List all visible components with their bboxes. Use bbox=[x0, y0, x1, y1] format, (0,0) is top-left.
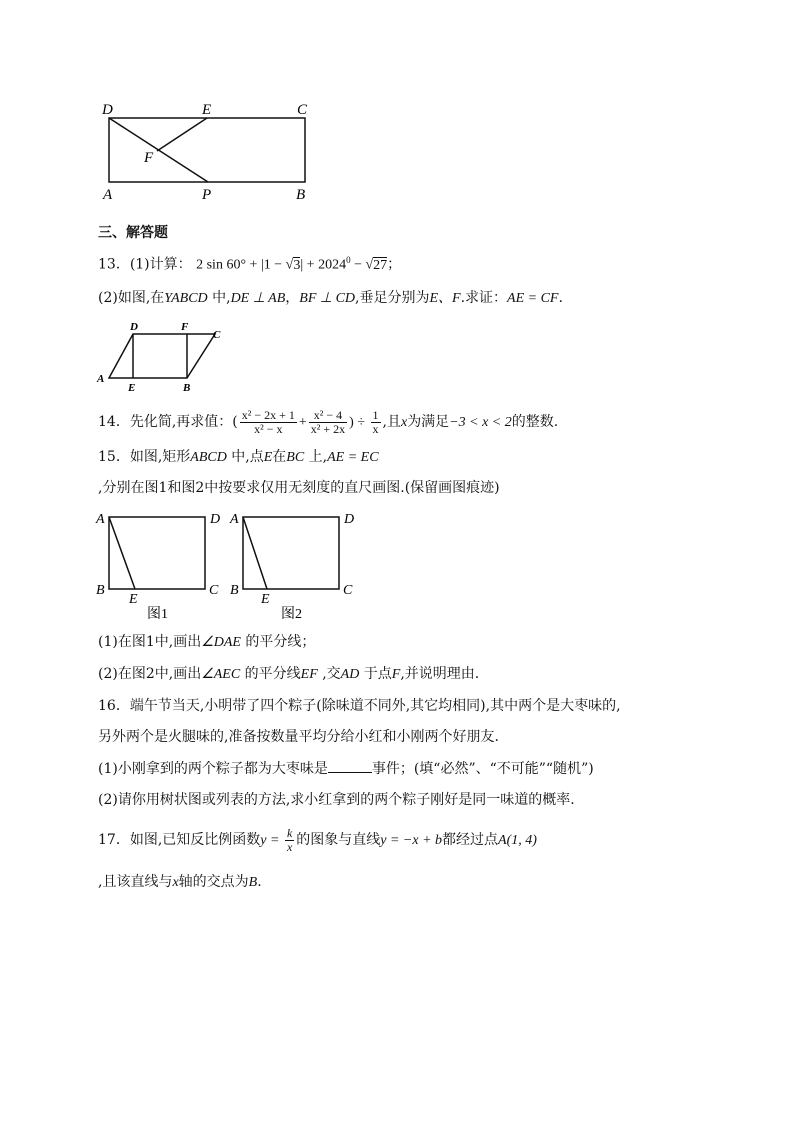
q14-frac2-den: x² + 2x bbox=[310, 421, 346, 436]
q15-p1-prefix: (1)在图1中,画出 bbox=[98, 634, 202, 650]
fig1-segment-ae bbox=[109, 517, 135, 589]
section-heading: 三、解答题 bbox=[98, 225, 168, 241]
q15-p2-angle: ∠AEC bbox=[201, 667, 241, 682]
q14-frac3 bbox=[371, 409, 381, 436]
q13-p2-sep: ， bbox=[285, 290, 300, 306]
label-b: B bbox=[183, 382, 191, 394]
q15-prefix: 15．如图,矩形 bbox=[98, 449, 191, 465]
fig2-label-a: A bbox=[230, 512, 239, 527]
q14-frac1 bbox=[240, 409, 297, 436]
q13-p2-mid: 中, bbox=[207, 290, 231, 306]
q17-prefix: 17．如图,已知反比例函数 bbox=[98, 832, 261, 848]
abs-bar-right: | bbox=[300, 257, 304, 273]
q13-p2-abcd: ABCD bbox=[171, 291, 208, 306]
fig2-label-b: B bbox=[230, 583, 239, 598]
q15-bc: BC bbox=[286, 450, 305, 465]
q13-p1-term2: 1 − bbox=[263, 257, 286, 273]
q17-l2-prefix: ,且该直线与 bbox=[98, 874, 173, 890]
fig1-label-a: A bbox=[96, 512, 105, 527]
q16-part2: (2)请你用树状图或列表的方法,求小红拿到的两个粽子刚好是同一味道的概率. bbox=[98, 792, 575, 808]
q14-end: 的整数. bbox=[511, 414, 559, 430]
q14-ineq: −3 < x < 2 bbox=[449, 415, 512, 430]
q14 bbox=[98, 404, 558, 441]
fig2-caption: 图2 bbox=[281, 607, 302, 622]
q13-part1 bbox=[98, 250, 401, 276]
q13-p1-end: ； bbox=[387, 256, 402, 273]
fig1-label-c: C bbox=[209, 583, 219, 598]
label-e: E bbox=[128, 382, 136, 394]
q17-y: y = bbox=[260, 833, 283, 848]
q14-frac1-den: x² − x bbox=[254, 421, 283, 436]
q13-p2-ef: E、F bbox=[429, 291, 461, 306]
fig1-label-d: D bbox=[210, 512, 221, 527]
fig1-label-e: E bbox=[129, 592, 138, 607]
fig2-rectangle bbox=[243, 517, 339, 589]
q14-frac2-num: x² − 4 bbox=[309, 409, 347, 423]
q15-p2-ef: EF bbox=[300, 667, 318, 682]
q15-p1-end: 的平分线； bbox=[240, 634, 316, 650]
q14-prefix: 14．先化简,再求值：( bbox=[98, 414, 238, 430]
q15-line1 bbox=[98, 447, 379, 468]
q15-p2-comma: ,交 bbox=[317, 666, 341, 682]
label-c: C bbox=[213, 329, 221, 341]
q17-mid2: 都经过点 bbox=[442, 832, 499, 848]
q15-up: 上, bbox=[304, 449, 328, 465]
q14-div: ) ÷ bbox=[349, 415, 369, 430]
q15-abcd: ABCD bbox=[190, 450, 227, 465]
q13-p2-bf: BF ⊥ CD bbox=[299, 291, 356, 306]
q17-l2-end: . bbox=[257, 874, 262, 890]
q17-l2-b: B bbox=[248, 875, 258, 890]
fig1-caption: 图1 bbox=[147, 607, 168, 622]
q13-p1-term3: + 2024 bbox=[303, 257, 347, 273]
fig2-segment-ae bbox=[243, 517, 267, 589]
q17-frac-x: x bbox=[286, 839, 293, 854]
label-c: C bbox=[297, 102, 308, 118]
q14-mid: ,且 bbox=[382, 414, 401, 430]
label-p: P bbox=[202, 187, 212, 203]
q17-line1 bbox=[98, 822, 537, 859]
fig2-label-d: D bbox=[344, 512, 355, 527]
label-b: B bbox=[296, 187, 306, 203]
q15-p2-mid: 的平分线 bbox=[240, 666, 301, 682]
q16-p1-end: 事件；(填“必然”、“不可能”“随机”) bbox=[371, 761, 594, 777]
fig2-label-e: E bbox=[261, 592, 270, 607]
q14-frac3-num: 1 bbox=[372, 407, 379, 422]
q15-line2: ,分别在图1和图2中按要求仅用无刻度的直尺画图.(保留画图痕迹) bbox=[98, 480, 500, 496]
q15-on: 在 bbox=[272, 449, 287, 465]
q14-frac3-den: x bbox=[372, 421, 379, 436]
q14-x: x bbox=[400, 415, 408, 430]
figure-rectangle-dec bbox=[95, 96, 320, 206]
q13-p2-de: DE ⊥ AB bbox=[230, 291, 286, 306]
q15-p2-end: ,并说明理由. bbox=[400, 666, 480, 682]
q16-part1 bbox=[98, 758, 594, 779]
rectangle-abcd bbox=[109, 118, 305, 182]
parallelogram-symbol: Y bbox=[164, 291, 172, 306]
q17-line2 bbox=[98, 872, 262, 893]
fig1-rectangle bbox=[109, 517, 205, 589]
q13-p1-term1: 2 sin 60° + bbox=[196, 257, 261, 273]
q16-line1: 16．端午节当天,小明带了四个粽子(除味道不同外,其它均相同),其中两个是大枣味的, bbox=[98, 698, 621, 714]
label-d: D bbox=[130, 321, 138, 333]
q17-line-eq: y = −x + b bbox=[380, 833, 443, 848]
q15-e: E bbox=[263, 450, 273, 465]
q15-p2-ad: AD bbox=[340, 667, 360, 682]
q15-p2-f: F bbox=[391, 667, 401, 682]
q15-mid: 中,点 bbox=[226, 449, 264, 465]
q13-p2-eq: AE = CF bbox=[507, 291, 559, 306]
q13-p2-end: .求证： bbox=[460, 290, 508, 306]
sqrt-symbol-2: √ bbox=[365, 257, 374, 273]
q15-part1 bbox=[98, 632, 315, 653]
label-e: E bbox=[202, 102, 212, 118]
q17-frac bbox=[285, 827, 294, 854]
abs-bar-left: | bbox=[260, 257, 264, 273]
q17-mid: 的图象与直线 bbox=[296, 832, 381, 848]
segment-ef bbox=[157, 118, 207, 151]
q14-mid2: 为满足 bbox=[407, 414, 450, 430]
q17-l2-mid: 轴的交点为 bbox=[178, 874, 249, 890]
q14-frac1-num: x² − 2x + 1 bbox=[241, 407, 295, 422]
figure-parallelogram bbox=[95, 318, 230, 394]
q13-p1-exp: 0 bbox=[346, 255, 351, 265]
q13-p1-sqrt27: 27 bbox=[373, 257, 388, 273]
label-f: F bbox=[144, 150, 154, 166]
q15-p1-angle: ∠DAE bbox=[201, 635, 241, 650]
answer-blank[interactable] bbox=[328, 758, 372, 773]
fig2-label-c: C bbox=[343, 583, 353, 598]
q13-part2 bbox=[98, 288, 563, 309]
q17-point: A(1, 4) bbox=[498, 833, 537, 848]
q17-frac-k: k bbox=[286, 825, 293, 840]
q16-p1-prefix: (1)小刚拿到的两个粽子都为大枣味是 bbox=[98, 761, 328, 777]
q15-part2 bbox=[98, 664, 479, 685]
label-d: D bbox=[102, 102, 113, 118]
q16-line2: 另外两个是火腿味的,准备按数量平均分给小红和小刚两个好朋友. bbox=[98, 729, 499, 745]
q17-l2-x: x bbox=[172, 875, 179, 890]
label-a: A bbox=[103, 187, 113, 203]
q15-ae-ec: AE = EC bbox=[327, 450, 379, 465]
q13-p1-minus: − bbox=[350, 257, 366, 273]
parallelogram-abcd bbox=[109, 334, 215, 378]
sqrt-symbol: √ bbox=[285, 257, 294, 273]
fig1-label-b: B bbox=[96, 583, 105, 598]
q15-p2-prefix: (2)在图2中,画出 bbox=[98, 666, 202, 682]
q13-p2-rest: ,垂足分别为 bbox=[355, 290, 430, 306]
q13-p1-sqrt3: 3 bbox=[293, 257, 301, 273]
q13-p2-prefix: (2)如图,在 bbox=[98, 290, 165, 306]
q13-p2-dot: . bbox=[558, 290, 563, 306]
q14-plus: + bbox=[298, 415, 307, 430]
figure-q15 bbox=[93, 505, 368, 623]
q14-frac2 bbox=[309, 409, 347, 436]
q13-p1-prefix: 13．(1)计算： bbox=[98, 256, 192, 273]
q15-p2-rest: 于点 bbox=[359, 666, 392, 682]
label-a: A bbox=[97, 373, 105, 385]
label-f: F bbox=[181, 321, 189, 333]
